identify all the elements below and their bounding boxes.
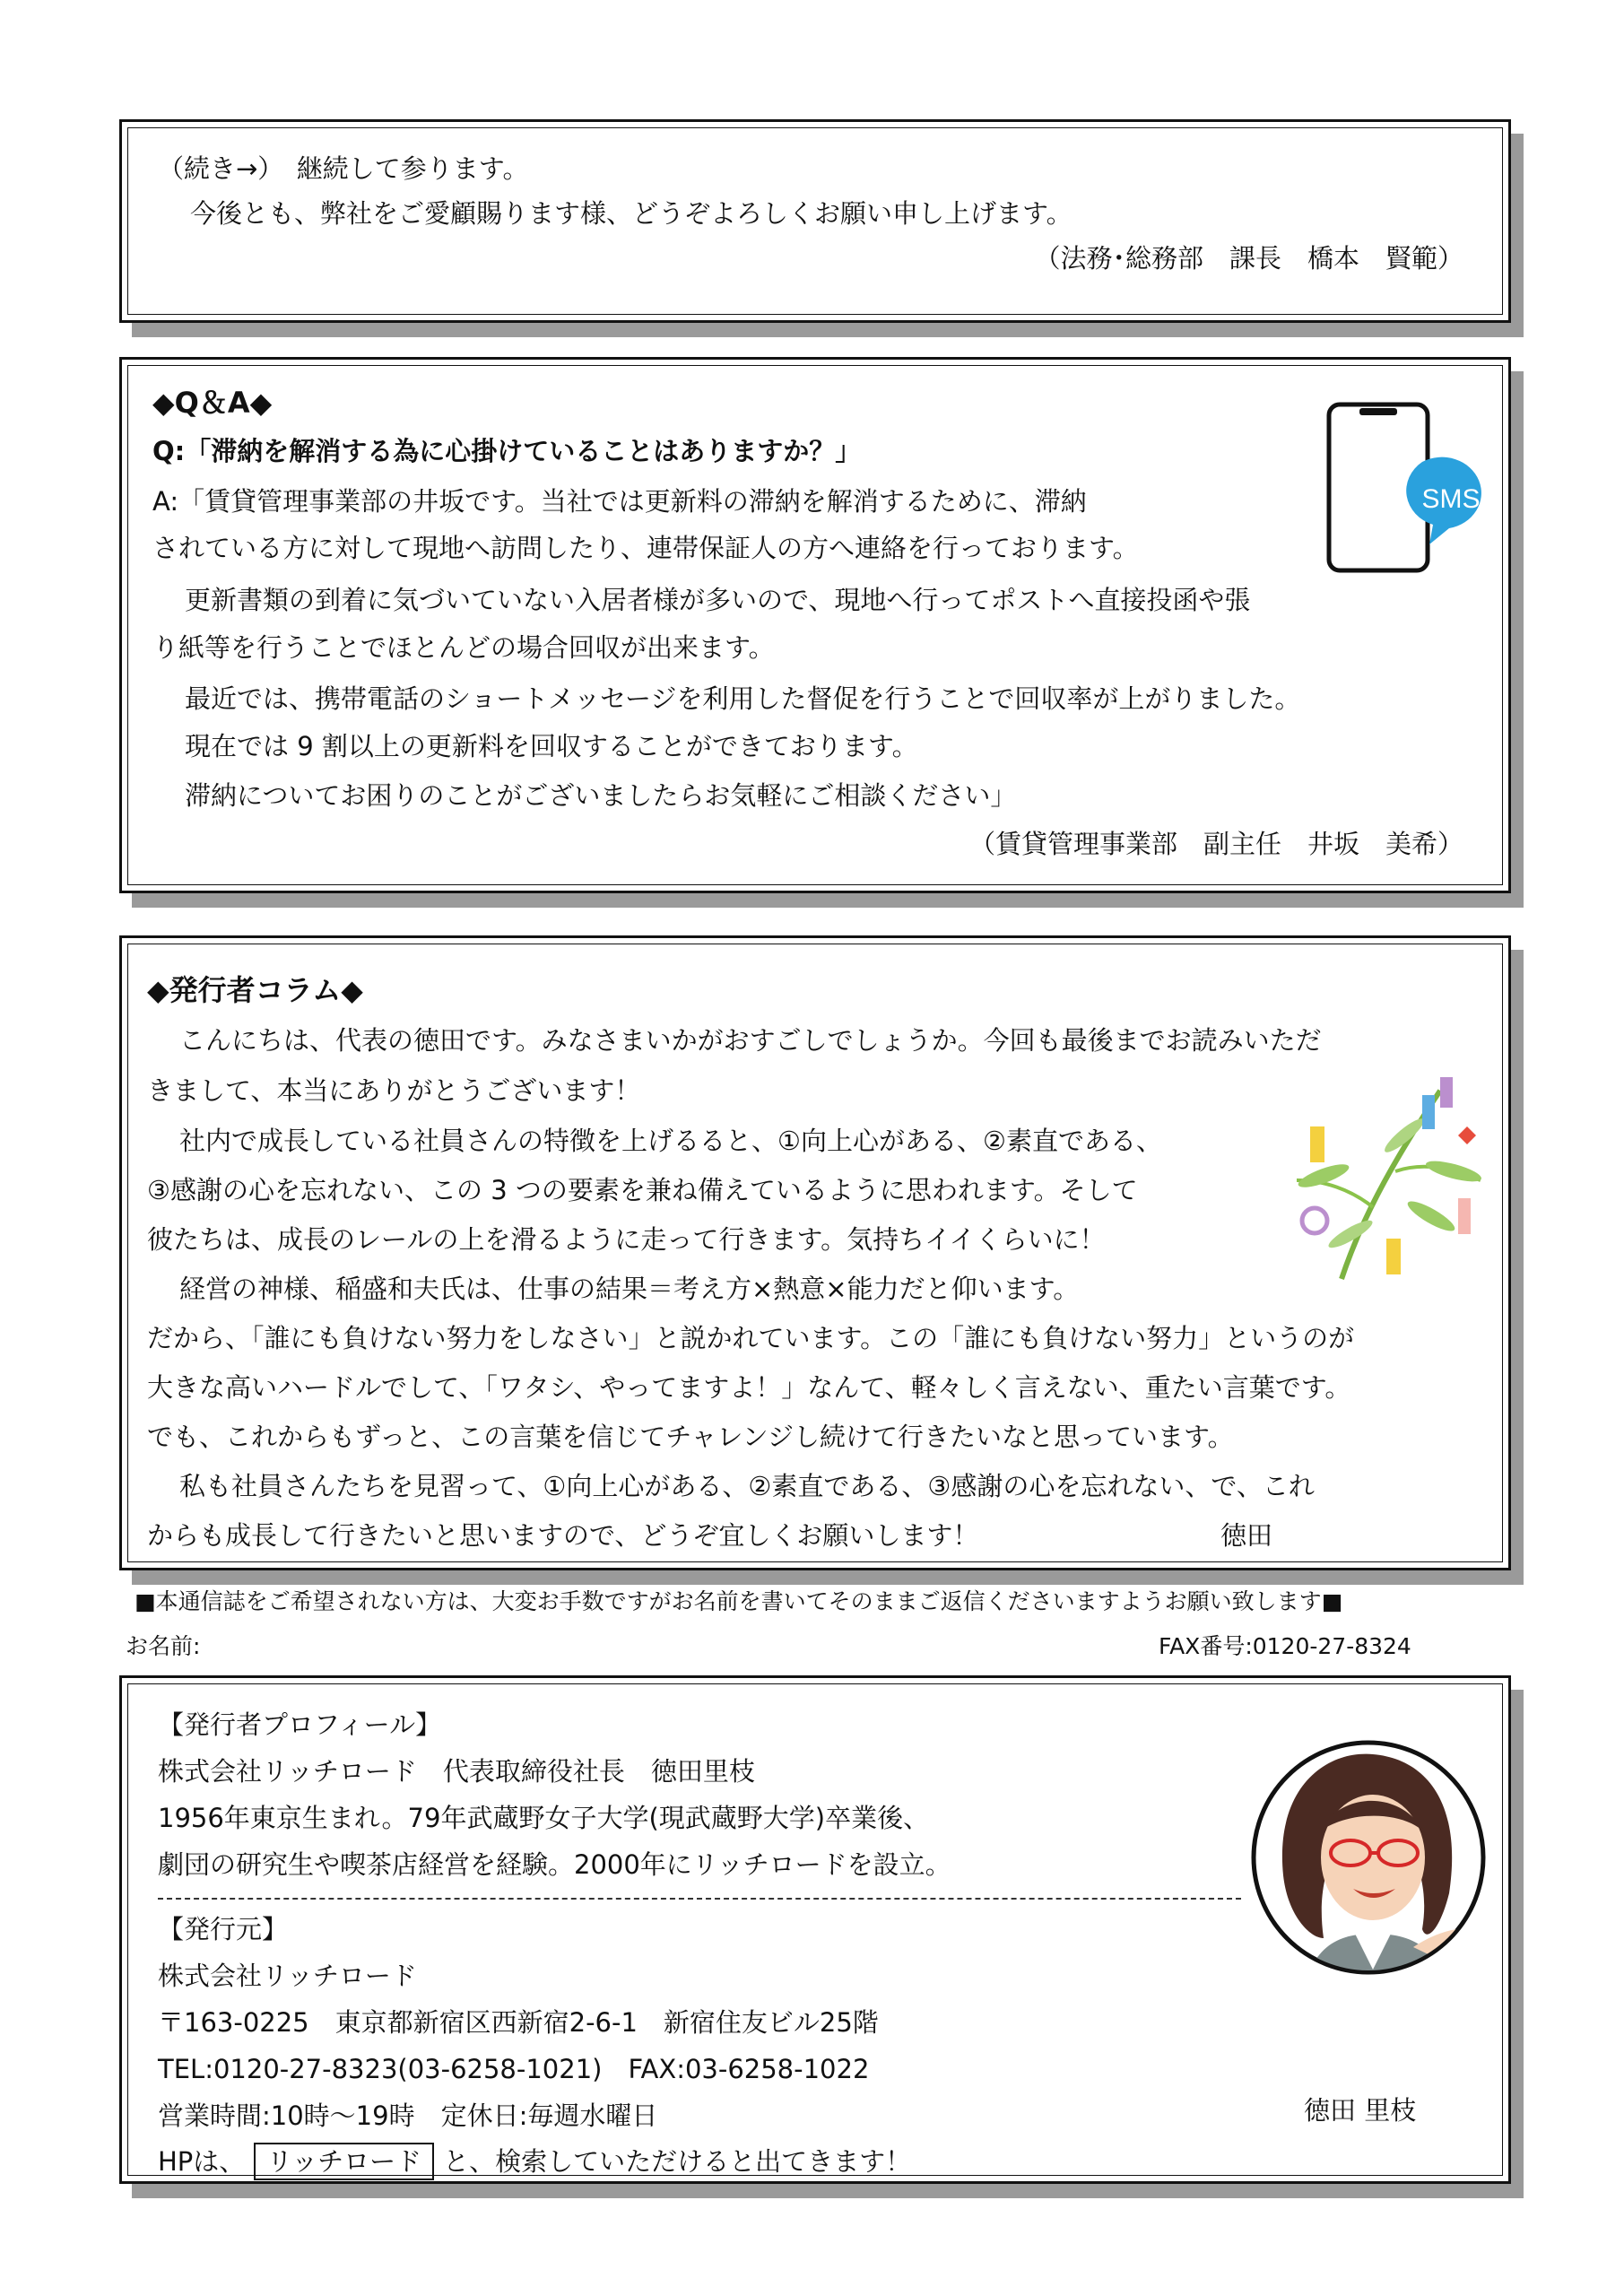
column-line-10: 私も社員さんたちを見習って、①向上心がある、②素直である、③感謝の心を忘れない、で、これ [179,1471,1315,1501]
qa-answer-line-7: 滞納についてお困りのことがございましたらお気軽にご相談ください」 [185,780,1017,811]
column-line-5: 彼たちは、成長のレールの上を滑るように走って行きます。気持ちイイくらいに！ [147,1224,1106,1255]
qa-answer-line-4: り紙等を行うことでほとんどの場合回収が出来ます。 [152,632,775,663]
column-line-9: でも、これからもずっと、この言葉を信じてチャレンジし続けて行きたいなと思っています。 [147,1422,1234,1452]
column-signature: 徳田 [1220,1520,1273,1551]
column-line-4: ③感謝の心を忘れない、この 3 つの要素を兼ね備えているように思われます。そして [147,1175,1138,1205]
qa-answer-line-3: 更新書類の到着に気づいていない入居者様が多いので、現地へ行ってポストへ直接投函や張 [185,585,1251,615]
profile-line-1: 株式会社リッチロード 代表取締役社長 徳田里枝 [158,1756,755,1787]
fax-number: FAX番号:0120-27-8324 [1159,1633,1411,1659]
sms-label: SMS [1421,484,1481,514]
profile-divider [158,1898,1241,1900]
smartphone-sms-icon [1315,397,1485,577]
continuation-line-2: 今後とも、弊社をご愛顧賜ります様、どうぞよろしくお願い申し上げます。 [190,198,1073,229]
publisher-hours: 営業時間:10時〜19時 定休日:毎週水曜日 [158,2100,658,2131]
column-line-7: だから、「誰にも負けない努力をしなさい」と説かれています。この「誰にも負けない努力」というのが [147,1323,1355,1353]
column-title: ◆発行者コラム◆ [147,973,363,1007]
hp-prefix: HPは、 [158,2146,246,2177]
publisher-tel-fax: TEL:0120-27-8323(03-6258-1021) FAX:03-6258-1022 [158,2054,870,2084]
column-line-8: 大きな高いハードルでして、「ワタシ、やってますよ！」なんて、軽々しく言えない、重たい言葉です。 [147,1372,1351,1403]
hp-search-line [158,2143,911,2180]
qa-question: Q:「滞納を解消する為に心掛けていることはありますか？」 [152,436,862,466]
qa-box [119,357,1511,893]
column-line-1: こんにちは、代表の徳田です。みなさまいかがおすごしでしょうか。今回も最後までお読みいただ [179,1025,1322,1056]
profile-line-3: 劇団の研究生や喫茶店経営を経験。2000年にリッチロードを設立。 [158,1849,951,1880]
hp-search-keyword: リッチロード [254,2143,434,2180]
qa-answer-line-2: されている方に対して現地へ訪問したり、連帯保証人の方へ連絡を行っております。 [152,533,1139,563]
portrait-caption: 徳田 里枝 [1304,2095,1417,2126]
qa-signature: （賃貸管理事業部 副主任 井坂 美希） [968,829,1463,859]
column-line-3: 社内で成長している社員さんの特徴を上げるると、①向上心がある、②素直である、 [179,1126,1162,1156]
qa-answer-line-1: A:「賃貸管理事業部の井坂です。当社では更新料の滞納を解消するために、滞納 [152,486,1087,517]
publisher-company: 株式会社リッチロード [158,1961,417,1991]
continuation-line-1: （続き→） 継続して参ります。 [158,153,529,184]
publisher-address: 〒163-0225 東京都新宿区西新宿2-6-1 新宿住友ビル25階 [158,2007,879,2038]
continuation-box [119,119,1511,323]
column-line-2: きまして、本当にありがとうございます！ [147,1075,641,1106]
publisher-title: 【発行元】 [158,1914,289,1944]
qa-answer-line-6: 現在では 9 割以上の更新料を回収することができております。 [185,731,918,761]
unsubscribe-notice: ■本通信誌をご希望されない方は、大変お手数ですがお名前を書いてそのままご返信くださいますようお願い致します■ [135,1588,1343,1614]
portrait-illustration [1247,1723,1498,2001]
column-line-6: 経営の神様、稲盛和夫氏は、仕事の結果＝考え方×熱意×能力だと仰います。 [179,1274,1080,1304]
continuation-signature: （法務･総務部 課長 橋本 賢範） [1034,243,1463,274]
tanabata-bamboo-illustration [1288,1073,1494,1288]
hp-suffix: と、検索していただけると出てきます！ [443,2146,912,2177]
profile-title: 【発行者プロフィール】 [158,1709,442,1740]
profile-box [119,1675,1511,2184]
profile-line-2: 1956年東京生まれ。79年武蔵野女子大学(現武蔵野大学)卒業後、 [158,1803,930,1833]
column-line-11: からも成長して行きたいと思いますので、どうぞ宜しくお願いします！ [147,1520,979,1551]
qa-answer-line-5: 最近では、携帯電話のショートメッセージを利用した督促を行うことで回収率が上がりました。 [185,683,1301,714]
column-box [119,935,1511,1570]
name-field-label: お名前: [126,1633,201,1659]
qa-title: ◆Q＆A◆ [152,386,273,420]
